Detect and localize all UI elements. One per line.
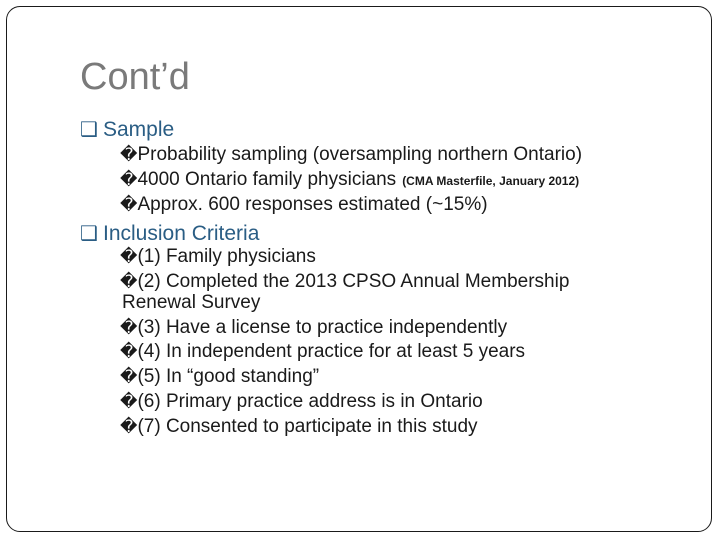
list-item bbox=[120, 366, 319, 388]
checkbox-bullet-icon: ❑ bbox=[80, 119, 98, 141]
list-item-text: 4000 Ontario family physicians bbox=[137, 169, 397, 190]
list-item bbox=[120, 169, 579, 191]
list-item bbox=[120, 246, 316, 268]
list-item-text: (3) Have a license to practice independently bbox=[137, 317, 508, 338]
list-item bbox=[120, 391, 483, 413]
missing-glyph-icon: � bbox=[120, 247, 138, 266]
list-item bbox=[120, 416, 478, 438]
list-item-text: Approx. 600 responses estimated (~15%) bbox=[137, 194, 488, 215]
missing-glyph-icon: � bbox=[120, 342, 138, 361]
missing-glyph-icon: � bbox=[120, 145, 138, 164]
checkbox-bullet-icon: ❑ bbox=[80, 223, 98, 245]
missing-glyph-icon: � bbox=[120, 417, 138, 436]
missing-glyph-icon: � bbox=[120, 367, 138, 386]
slide-title: Cont’d bbox=[80, 56, 190, 98]
list-item bbox=[120, 341, 525, 363]
section-heading-sample bbox=[80, 117, 174, 142]
list-item-text: (5) In “good standing” bbox=[137, 366, 320, 387]
list-item-text: Probability sampling (oversampling northern Ontario) bbox=[137, 144, 583, 165]
list-item-text: (7) Consented to participate in this study bbox=[137, 416, 478, 437]
list-item-text: (6) Primary practice address is in Ontario bbox=[137, 391, 483, 412]
missing-glyph-icon: � bbox=[120, 272, 138, 291]
missing-glyph-icon: � bbox=[120, 392, 138, 411]
missing-glyph-icon: � bbox=[120, 195, 138, 214]
section-heading-label: Sample bbox=[103, 118, 175, 141]
section-heading-label: Inclusion Criteria bbox=[103, 222, 260, 245]
list-item bbox=[120, 317, 507, 339]
list-item bbox=[120, 271, 569, 293]
list-item bbox=[120, 144, 582, 166]
list-item-text: (1) Family physicians bbox=[137, 246, 316, 267]
section-heading-inclusion-criteria bbox=[80, 221, 259, 246]
list-item bbox=[120, 194, 488, 216]
list-item-text: (2) Completed the 2013 CPSO Annual Membership bbox=[137, 271, 570, 292]
missing-glyph-icon: � bbox=[120, 318, 138, 337]
missing-glyph-icon: � bbox=[120, 170, 138, 189]
source-note: (CMA Masterfile, January 2012) bbox=[402, 174, 580, 188]
list-item-text: (4) In independent practice for at least 5 years bbox=[137, 341, 526, 362]
list-item-continuation: Renewal Survey bbox=[122, 292, 261, 313]
